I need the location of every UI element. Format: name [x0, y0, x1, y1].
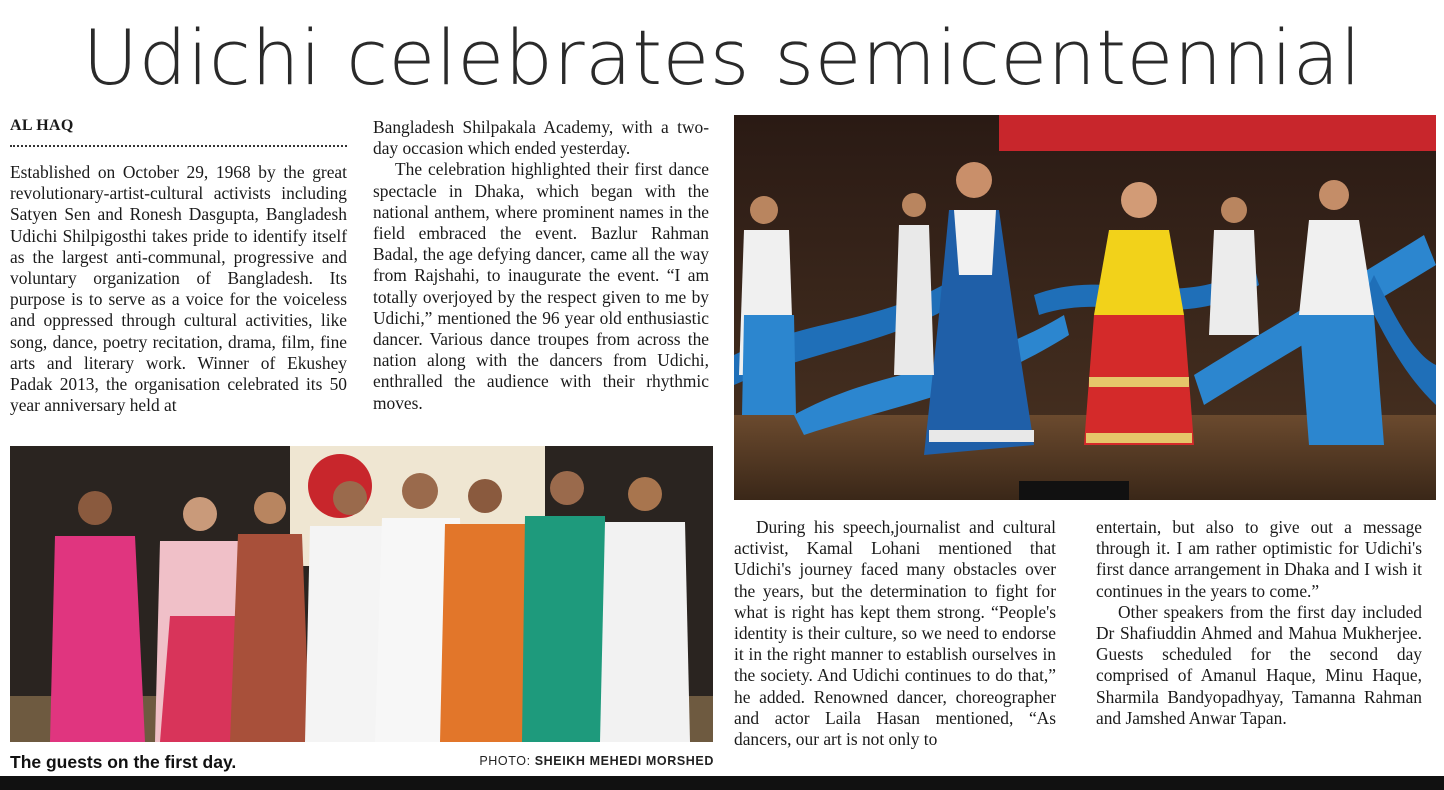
- article-paragraph: Bangladesh Shilpakala Academy, with a two-day occasion which ended yesterday.: [373, 117, 709, 159]
- article-column-2: [373, 117, 709, 414]
- guests-photo: [10, 446, 713, 742]
- dance-photo-illustration: [734, 115, 1436, 500]
- photo-credit: [479, 754, 714, 768]
- headline: Udichi celebrates semicentennial: [82, 13, 1362, 102]
- photo-credit-label: PHOTO:: [479, 754, 535, 768]
- article-paragraph: entertain, but also to give out a message through it. I am rather optimistic for Udichi's first dance arrangement in Dhaka and I wish it continues in the years to come.”: [1096, 517, 1422, 601]
- article-paragraph: During his speech,journalist and cultural activist, Kamal Lohani mentioned that Udichi's journey faced many obstacles over the years, but the determination to fight for what is right has kept them strong. “People's identity is their culture, so we need to endorse it in the right manner to establish ourselves in the society. And Udichi continues to do that,” he added. Renowned dancer, choreographer and actor Laila Hasan mentioned, “As dancers, our art is not only to: [734, 517, 1056, 750]
- guests-photo-illustration: [10, 446, 713, 742]
- article-paragraph: Established on October 29, 1968 by the great revolutionary-artist-cultural activists including Satyen Sen and Ronesh Dasgupta, Bangladesh Udichi Shilpigosthi takes pride to identify itself as the largest anti-communal, progressive and voluntary organization of Bangladesh. Its purpose is to serve as a voice for the voiceless and oppressed through cultural activities, like song, dance, poetry recitation, drama, film, fine arts and literary work. Winner of Ekushey Padak 2013, the organisation celebrated its 50 year anniversary held at: [10, 162, 347, 416]
- byline-divider: [10, 145, 347, 147]
- byline: AL HAQ: [10, 117, 74, 134]
- article-column-3: [734, 517, 1056, 750]
- article-column-4: [1096, 517, 1422, 729]
- bottom-bar: [0, 776, 1444, 790]
- dance-photo: [734, 115, 1436, 500]
- photo-credit-name: SHEIKH MEHEDI MORSHED: [534, 754, 714, 768]
- article-column-1: [10, 162, 347, 416]
- article-paragraph: The celebration highlighted their first dance spectacle in Dhaka, which began with the national anthem, where prominent names in the field embraced the event. Bazlur Rahman Badal, the age defying dancer, came all the way from Rajshahi, to inaugurate the event. “I am totally overjoyed by the respect given to me by Udichi,” mentioned the 96 year old enthusiastic dancer. Various dance troupes from across the nation along with the dancers from Udichi, enthralled the audience with their rhythmic moves.: [373, 159, 709, 413]
- photo-caption: The guests on the first day.: [10, 752, 237, 772]
- article-paragraph: Other speakers from the first day included Dr Shafiuddin Ahmed and Mahua Mukherjee. Guests scheduled for the second day comprised of Amanul Haque, Minu Haque, Sharmila Bandyopadhyay, Tamanna Rahman and Jamshed Anwar Tapan.: [1096, 601, 1422, 728]
